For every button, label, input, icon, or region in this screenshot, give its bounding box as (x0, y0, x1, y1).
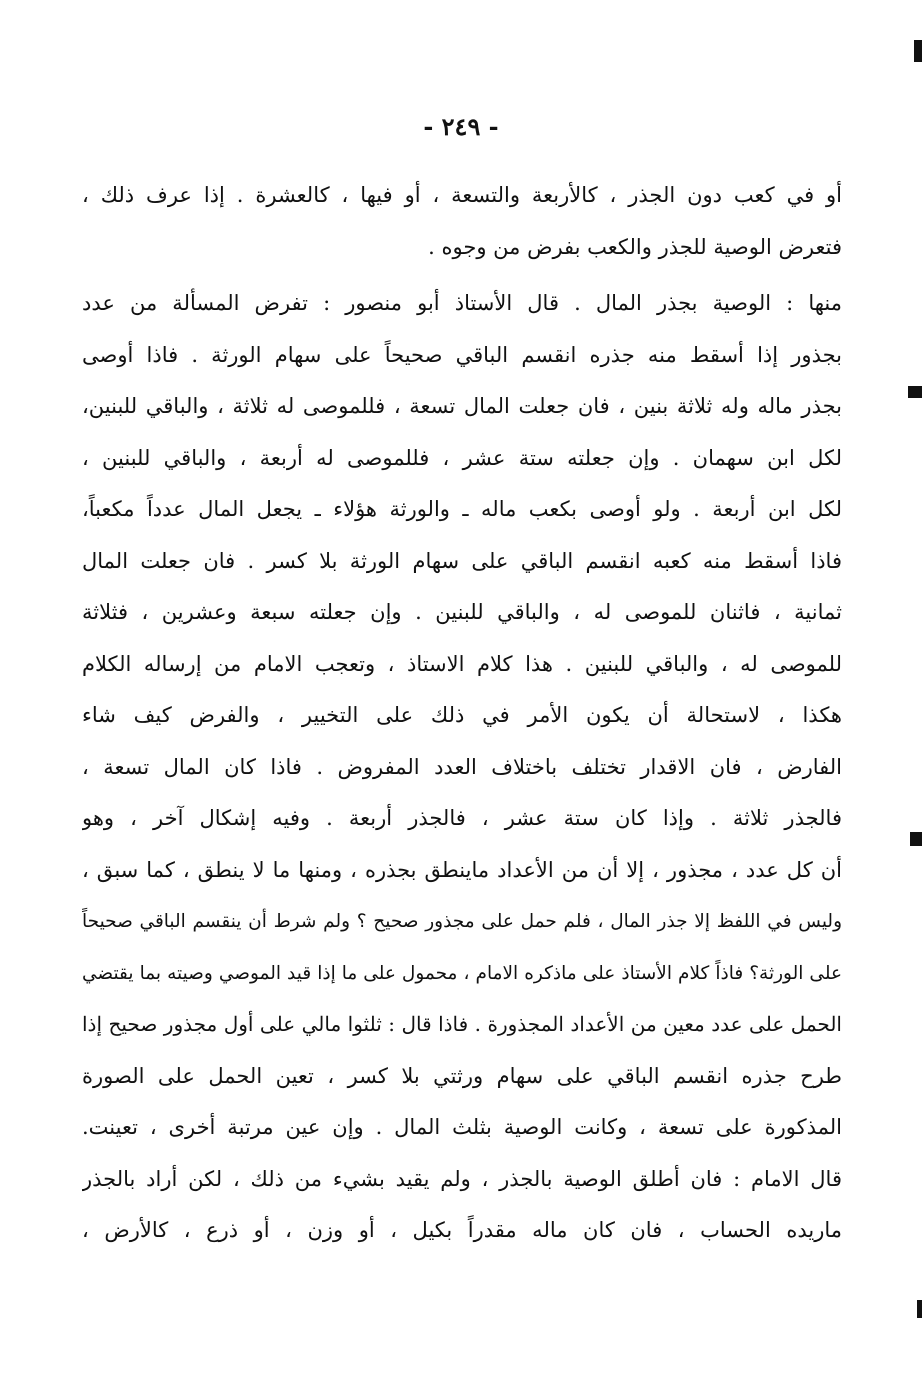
text-line: الفارض ، فان الاقدار تختلف باختلاف العدد المفروض . فاذا كان المال تسعة ، (82, 754, 842, 779)
scan-edge-mark (917, 1300, 922, 1318)
text-line: أن كل عدد ، مجذور ، إلا أن من الأعداد ماينطق بجذره ، ومنها ما لا ينطق ، كما سبق ، (82, 857, 842, 882)
text-line: الحمل على عدد معين من الأعداد المجذورة . فاذا قال : ثلثوا مالي على أول مجذور صحيح إذا (82, 1012, 842, 1036)
scan-edge-mark (914, 40, 922, 62)
text-line: هكذا ، لاستحالة أن يكون الأمر في ذلك على التخيير ، والفرض كيف شاء (82, 703, 842, 727)
text-line: أو في كعب دون الجذر ، كالأربعة والتسعة ، أو فيها ، كالعشرة . إذا عرف ذلك ، (82, 183, 842, 207)
text-line: المذكورة على تسعة ، وكانت الوصية بثلث المال . وإن عين مرتبة أخرى ، تعينت. (82, 1115, 842, 1139)
paragraph (82, 278, 842, 1257)
text-line: لكل ابن أربعة . ولو أوصى بكعب ماله ـ والورثة هؤلاء ـ يجعل المال عدداً مكعباً، (82, 497, 842, 521)
text-line: منها : الوصية بجذر المال . قال الأستاذ أبو منصور : تفرض المسألة من عدد (82, 291, 842, 315)
text-line: طرح جذره انقسم الباقي على سهام ورثتي بلا كسر ، تعين الحمل على الصورة (82, 1063, 842, 1088)
page-number: - ٢٤٩ - (423, 112, 499, 141)
scan-edge-mark (908, 386, 922, 398)
text-line: ثمانية ، فاثنان للموصى له ، والباقي للبنين . وإن جعلته سبعة وعشرين ، فثلاثة (82, 600, 842, 624)
text-line: بجذور إذا أسقط منه جذره انقسم الباقي صحيحاً على سهام الورثة . فاذا أوصى (82, 342, 842, 367)
text-line: على الورثة؟ فاذاً كلام الأستاذ على ماذكره الامام ، محمول على ما إذا قيد الموصي وصيته بما يقتضي (82, 962, 842, 984)
text-line: لكل ابن سهمان . وإن جعلته ستة عشر ، فللموصى له أربعة ، والباقي للبنين ، (82, 445, 842, 470)
text-line: قال الامام : فان أطلق الوصية بالجذر ، ولم يقيد بشيء من ذلك ، لكن أراد بالجذر (82, 1166, 842, 1191)
text-line: للموصى له ، والباقي للبنين . هذا كلام الاستاذ ، وتعجب الامام من إرساله الكلام (82, 651, 842, 676)
text-line: وليس في اللفظ إلا جذر المال ، فلم حمل على مجذور صحيح ؟ ولم شرط أن ينقسم الباقي صحيحاً (82, 911, 842, 932)
scan-edge-mark (910, 832, 922, 846)
paragraph (82, 170, 842, 273)
text-line: فالجذر ثلاثة . وإذا كان ستة عشر ، فالجذر أربعة . وفيه إشكال آخر ، وهو (82, 806, 842, 830)
text-line: ماريده الحساب ، فان كان ماله مقدراً بكيل ، أو وزن ، أو ذرع ، كالأرض ، (82, 1218, 842, 1242)
text-line: فاذا أسقط منه كعبه انقسم الباقي على سهام الورثة بلا كسر . فان جعلت المال (82, 548, 842, 573)
text-line: فتعرض الوصية للجذر والكعب بفرض من وجوه . (428, 234, 842, 259)
text-line: بجذر ماله وله ثلاثة بنين ، فان جعلت المال تسعة ، فللموصى له ثلاثة ، والباقي للبنين، (82, 394, 842, 418)
